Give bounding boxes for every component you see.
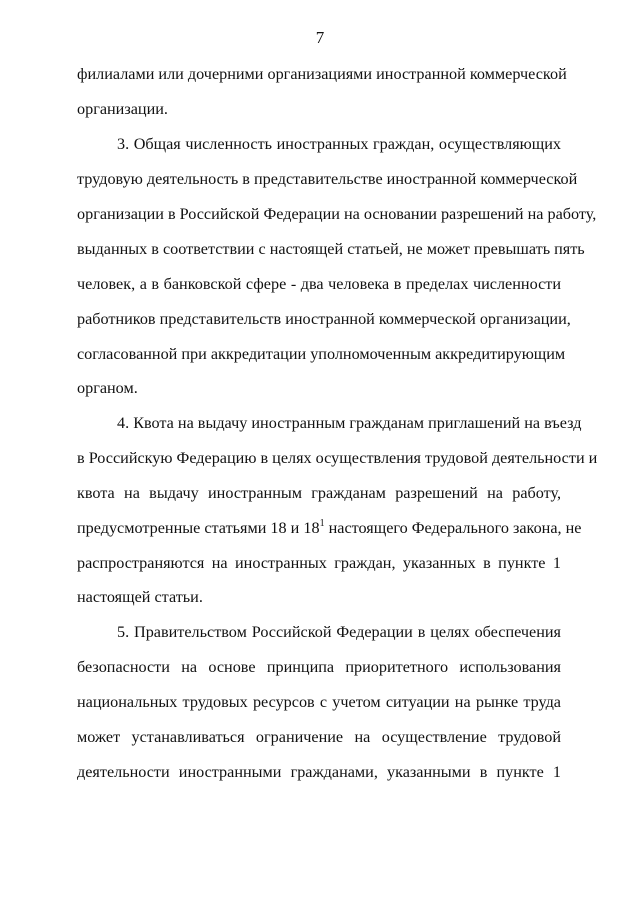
superscript: 1 — [319, 517, 325, 529]
text-line: выданных в соответствии с настоящей статьей, не может превышать пять — [77, 240, 585, 258]
text-line: филиалами или дочерними организациями иностранной коммерческой — [77, 65, 567, 83]
page-number: 7 — [315, 28, 325, 47]
text-line: органом. — [77, 379, 138, 397]
text-line: может устанавливаться ограничение на осуществление трудовой — [77, 728, 561, 746]
text-segment: предусмотренные статьями 18 и 18 — [77, 519, 320, 537]
paragraph-3-start: 3. Общая численность иностранных граждан, осуществляющих — [117, 135, 561, 153]
text-line: настоящей статьи. — [77, 588, 203, 606]
text-line: человек, а в банковской сфере - два человека в пределах численности — [77, 275, 561, 293]
text-segment: настоящего Федерального закона, не — [324, 519, 582, 537]
text-line: квота на выдачу иностранным гражданам разрешений на работу, — [77, 484, 561, 502]
text-line: работников представительств иностранной коммерческой организации, — [77, 310, 571, 328]
text-line: деятельности иностранными гражданами, указанными в пункте 1 — [77, 763, 561, 781]
text-line-with-superscript — [77, 517, 582, 538]
paragraph-5-start: 5. Правительством Российской Федерации в целях обеспечения — [117, 623, 561, 641]
paragraph-4-start: 4. Квота на выдачу иностранным гражданам приглашений на въезд — [117, 414, 582, 432]
text-line: трудовую деятельность в представительстве иностранной коммерческой — [77, 170, 578, 188]
text-line: безопасности на основе принципа приоритетного использования — [77, 658, 561, 676]
text-line: организации. — [77, 100, 168, 118]
text-line: организации в Российской Федерации на основании разрешений на работу, — [77, 205, 597, 223]
text-line: согласованной при аккредитации уполномоченным аккредитирующим — [77, 345, 566, 363]
text-line: распространяются на иностранных граждан, указанных в пункте 1 — [77, 554, 561, 572]
text-line: в Российскую Федерацию в целях осуществления трудовой деятельности и — [77, 449, 598, 467]
text-line: национальных трудовых ресурсов с учетом ситуации на рынке труда — [77, 693, 561, 711]
